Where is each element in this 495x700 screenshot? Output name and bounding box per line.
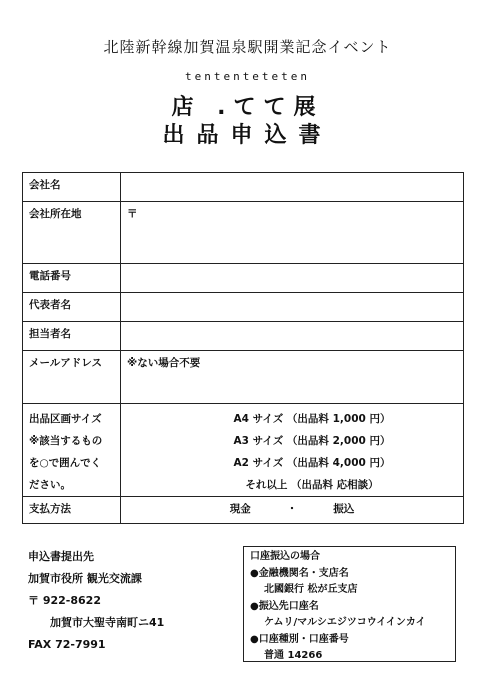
label-representative: 代表者名	[23, 293, 121, 322]
row-email	[23, 351, 464, 404]
account-type-label: ●口座種別・口座番号	[250, 633, 349, 645]
size-option-a4[interactable]: A4 サイズ （出品料 1,000 円）	[233, 413, 391, 425]
row-representative	[23, 293, 464, 322]
contact-heading: 申込書提出先	[28, 550, 94, 563]
row-payment	[23, 497, 464, 524]
size-option-other[interactable]: それ以上 （出品料 応相談）	[245, 479, 379, 491]
form-title: 出品申込書	[162, 123, 333, 148]
field-person-in-charge[interactable]	[121, 322, 464, 351]
account-type-value: 普通 14266	[264, 650, 323, 661]
label-phone: 電話番号	[23, 264, 121, 293]
label-company-name: 会社名	[23, 173, 121, 202]
label-company-address: 会社所在地	[23, 202, 121, 264]
bank-name-value: 北國銀行 松が丘支店	[264, 584, 358, 595]
bank-name-label: ●金融機関名・支店名	[250, 567, 349, 579]
field-size-options	[121, 404, 464, 497]
payment-option-transfer[interactable]: 振込	[333, 503, 355, 515]
row-phone	[23, 264, 464, 293]
label-person-in-charge: 担当者名	[23, 322, 121, 351]
payment-separator: ・	[286, 503, 298, 515]
field-email[interactable]	[121, 351, 464, 404]
payment-option-cash[interactable]: 現金	[229, 503, 251, 515]
field-phone[interactable]	[121, 264, 464, 293]
label-size	[23, 404, 121, 497]
event-title: 店 .てて展	[171, 95, 324, 120]
postal-mark: 〒	[127, 208, 138, 220]
contact-fax: FAX 72-7991	[28, 638, 106, 651]
field-payment	[121, 497, 464, 524]
size-label-line: ださい。	[29, 479, 71, 491]
size-option-a3[interactable]: A3 サイズ （出品料 2,000 円）	[233, 435, 391, 447]
event-subtitle: 北陸新幹線加賀温泉駅開業記念イベント	[103, 38, 392, 56]
field-representative[interactable]	[121, 293, 464, 322]
bank-heading: 口座振込の場合	[250, 551, 320, 562]
contact-office: 加賀市役所 観光交流課	[28, 572, 142, 585]
bank-transfer-box	[243, 546, 456, 662]
label-payment: 支払方法	[23, 497, 121, 524]
row-company-name	[23, 173, 464, 202]
size-label-line: を○で囲んでく	[29, 457, 102, 469]
contact-address: 加賀市大聖寺南町ニ41	[50, 616, 165, 629]
contact-postal: 〒 922-8622	[28, 594, 101, 607]
email-note: ※ない場合不要	[127, 357, 201, 369]
size-label-line: ※該当するもの	[29, 435, 103, 447]
size-option-a2[interactable]: A2 サイズ （出品料 4,000 円）	[233, 457, 391, 469]
account-name-label: ●振込先口座名	[250, 600, 319, 612]
submission-contact	[28, 546, 164, 656]
event-romaji: tententeteten	[184, 70, 311, 83]
field-company-name[interactable]	[121, 173, 464, 202]
account-name-value: ケムリ/マルシエジツコウイインカイ	[264, 617, 426, 628]
application-form-table	[22, 172, 464, 524]
row-size	[23, 404, 464, 497]
row-company-address	[23, 202, 464, 264]
field-company-address[interactable]	[121, 202, 464, 264]
size-label-line: 出品区画サイズ	[29, 413, 102, 425]
row-person-in-charge	[23, 322, 464, 351]
label-email: メールアドレス	[23, 351, 121, 404]
